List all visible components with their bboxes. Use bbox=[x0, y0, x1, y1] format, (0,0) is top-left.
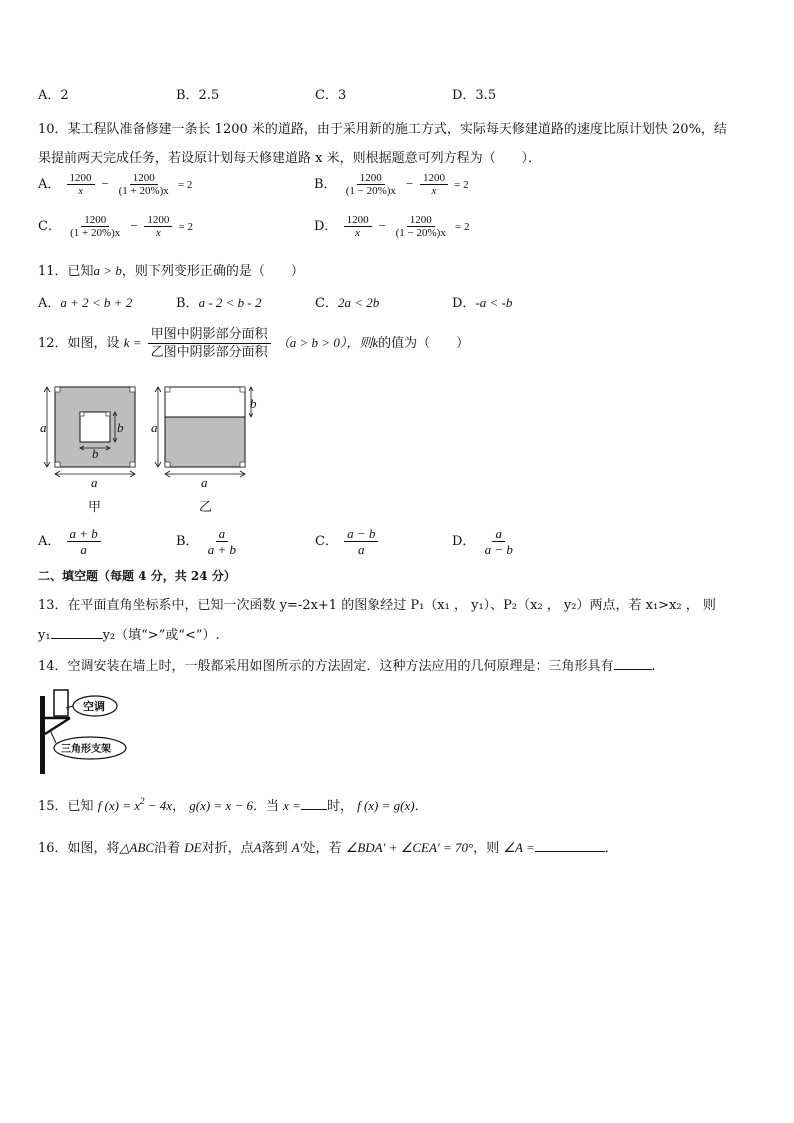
fig1-label-b-bottom: b bbox=[92, 446, 99, 461]
label-air-conditioner: 空调 bbox=[83, 700, 105, 713]
q11-option-a: A．a + 2 < b + 2 bbox=[38, 295, 133, 311]
q12-option-b: B． $\frac{a}{a + b}$ bbox=[176, 526, 236, 557]
q13-stem-line2: y₁ y₂（填“>”或“<”）. bbox=[38, 628, 220, 643]
q15-blank[interactable] bbox=[301, 797, 327, 810]
q11-stem: 11．已知a > b，则下列变形正确的是（ ） bbox=[38, 263, 304, 279]
section-fill-in-title: 二、填空题（每题 4 分，共 24 分） bbox=[38, 569, 236, 583]
q12-option-c: C． $\frac{a - b}{a}$ bbox=[315, 526, 380, 557]
q11-option-b: B．a - 2 < b - 2 bbox=[176, 295, 262, 311]
q16-blank[interactable] bbox=[535, 839, 605, 852]
q9-option-c: C．3 bbox=[315, 88, 347, 103]
q10-option-a: A． $\frac{1200}{x}$ − $\frac{1200}{(1 + 20\%)x}$ = 2 bbox=[38, 172, 193, 197]
figure-yi bbox=[155, 387, 253, 477]
q15-stem: 15．已知 f $(x) = x^2 - 4x$， g(x) = x − 6．当 x = 时， f (x) = g(x)． bbox=[38, 796, 428, 814]
q14-blank[interactable] bbox=[614, 657, 652, 670]
q12-option-a: A． $\frac{a + b}{a}$ bbox=[38, 526, 103, 557]
fig1-label-b-right: b bbox=[117, 420, 124, 435]
q16-stem: 16．如图，将△ABC沿着 DE对折，点A落到 A′处，若 ∠BDA′ + ∠CEA′ = 70°，则 ∠A = ． bbox=[38, 840, 618, 856]
label-triangle-bracket: 三角形支架 bbox=[61, 744, 111, 755]
fig1-label-a-bottom: a bbox=[91, 475, 98, 490]
fig1-label-a-left: a bbox=[40, 420, 47, 435]
q13-blank[interactable] bbox=[51, 626, 103, 639]
q10-stem-line2: 果提前两天完成任务，若设原计划每天修建道路 x 米，则根据题意可列方程为（ ）． bbox=[38, 151, 542, 166]
q12-option-d: D． $\frac{a}{a - b}$ bbox=[452, 526, 513, 557]
fig2-label-a-left: a bbox=[151, 420, 158, 435]
q10-option-d: D． $\frac{1200}{x}$ − $\frac{1200}{(1 - 20\%)x}$ = 2 bbox=[314, 214, 470, 239]
q13-stem-line1: 13．在平面直角坐标系中，已知一次函数 y=-2x+1 的图象经过 P₁（x₁ ， y₁）、P₂（x₂ ， y₂）两点，若 x₁>x₂ ， 则 bbox=[38, 598, 716, 613]
q11-option-d: D．-a < -b bbox=[452, 295, 513, 311]
q9-option-a: A．2 bbox=[38, 88, 69, 103]
q12-stem: 12．如图，设 k = $\frac{\text{甲图中阴影部分面积}}{\text{乙图中阴影部分面积}}$ （a > b > 0），则k的值为（ ） bbox=[38, 327, 470, 360]
q11-option-c: C．2a < 2b bbox=[315, 295, 380, 311]
q12-figures bbox=[38, 382, 258, 517]
fig2-label-b-right: b bbox=[250, 396, 257, 411]
q10-option-b: B． $\frac{1200}{(1 - 20\%)x}$ − $\frac{1200}{x}$ = 2 bbox=[314, 172, 469, 197]
q9-option-b: B．2.5 bbox=[176, 88, 220, 103]
q14-stem: 14．空调安装在墙上时，一般都采用如图所示的方法固定．这种方法应用的几何原理是：三角形具有 . bbox=[38, 659, 656, 674]
fig2-label-a-bottom: a bbox=[201, 475, 208, 490]
fig2-caption: 乙 bbox=[199, 500, 213, 515]
q9-option-d: D．3.5 bbox=[452, 88, 497, 103]
fig1-caption: 甲 bbox=[88, 500, 102, 515]
q10-stem-line1: 10．某工程队准备修建一条长 1200 米的道路，由于采用新的施工方式，实际每天修建道路的速度比原计划快 20%，结 bbox=[38, 122, 727, 137]
q10-option-c: C． $\frac{1200}{(1 + 20\%)x}$ − $\frac{1200}{x}$ = 2 bbox=[38, 214, 193, 239]
